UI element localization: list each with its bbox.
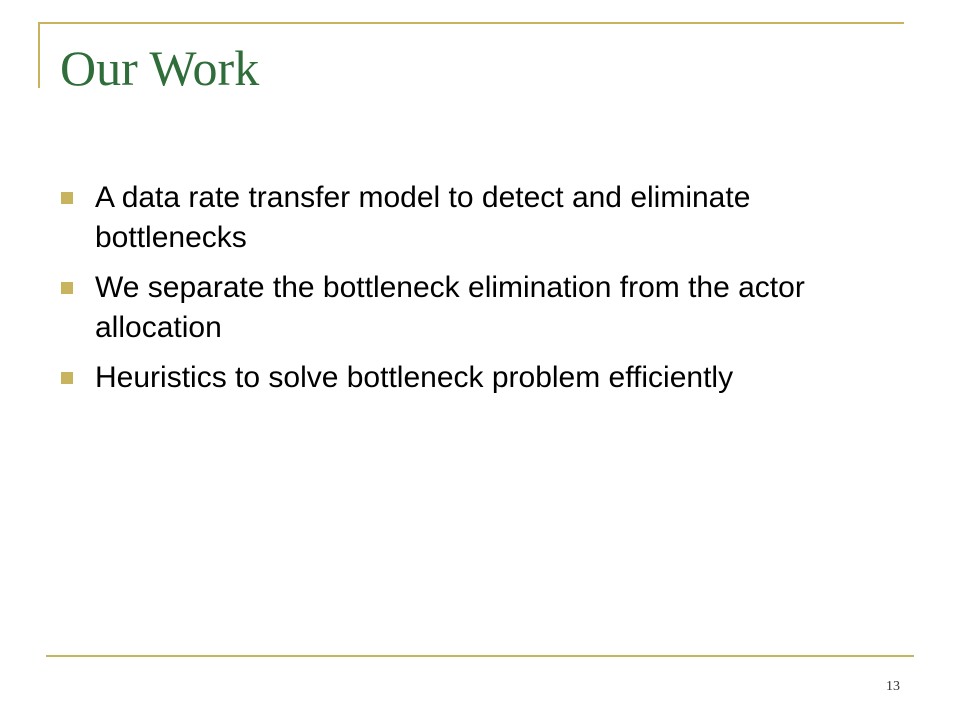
bullet-item: [60, 358, 860, 398]
left-rule: [38, 22, 40, 88]
page-number: 13: [886, 679, 900, 694]
top-rule: [38, 22, 904, 24]
bottom-rule: [46, 655, 914, 657]
square-bullet-icon: [61, 372, 73, 384]
bullet-text: Heuristics to solve bottleneck problem efficiently: [95, 361, 734, 394]
bullet-item: [60, 268, 860, 348]
bullet-item: [60, 178, 860, 258]
square-bullet-icon: [61, 192, 73, 204]
bullet-list: [60, 178, 860, 408]
square-bullet-icon: [61, 282, 73, 294]
bullet-text: A data rate transfer model to detect and eliminate bottlenecks: [95, 181, 751, 254]
slide-title: Our Work: [60, 40, 260, 96]
bullet-text: We separate the bottleneck elimination from the actor allocation: [95, 271, 805, 344]
